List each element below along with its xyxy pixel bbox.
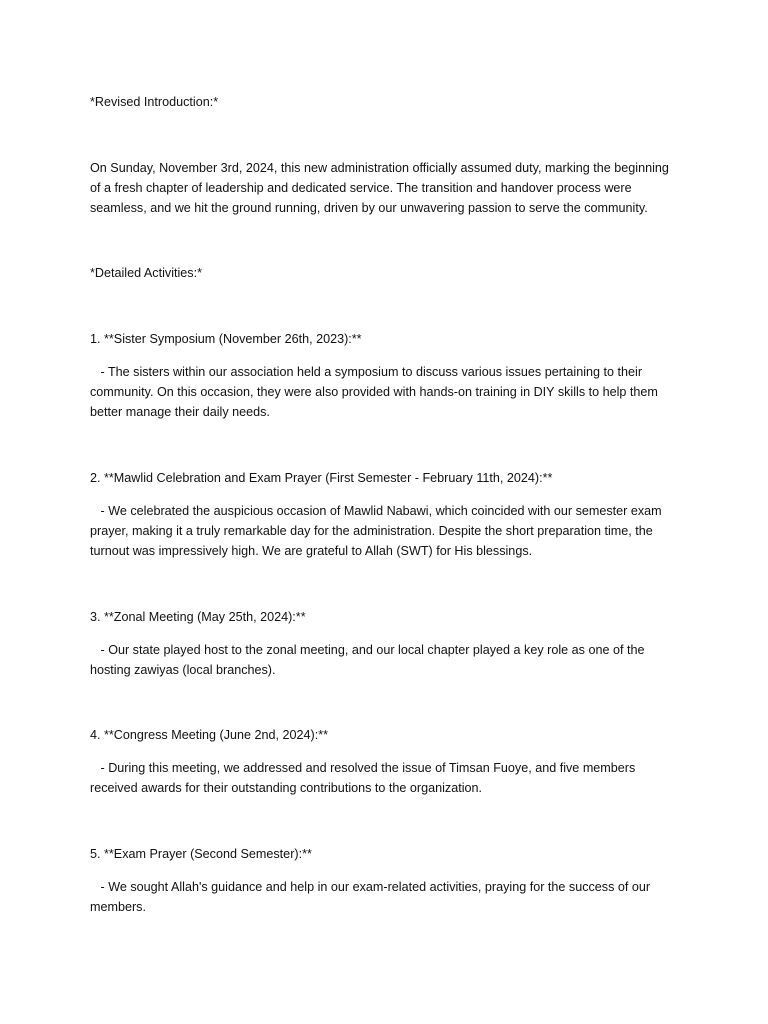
activity-body-2: - We celebrated the auspicious occasion of Mawlid Nabawi, which coincided with our semester exam prayer, making it a truly remarkable day for the administration. Despite the short preparation time, the turnout was impressively high. We are grateful to Allah (SWT) for His blessings. (90, 504, 666, 558)
activity-body-3: - Our state played host to the zonal meeting, and our local chapter played a key role as one of the hosting zawiyas (local branches). (90, 643, 648, 677)
activity-body-1: - The sisters within our association held a symposium to discuss various issues pertaining to their community. On this occasion, they were also provided with hands-on training in DIY skills to help them better manage their daily needs. (90, 365, 662, 419)
activity-title-5: 5. **Exam Prayer (Second Semester):** (90, 847, 312, 861)
activities-heading: *Detailed Activities:* (90, 266, 202, 280)
intro-paragraph: On Sunday, November 3rd, 2024, this new administration officially assumed duty, marking the beginning of a fresh chapter of leadership and dedicated service. The transition and handover process were seamless, and we hit the ground running, driven by our unwavering passion to serve the community. (90, 161, 669, 215)
activity-body-5: - We sought Allah's guidance and help in our exam-related activities, praying for the success of our members. (90, 880, 654, 914)
activity-body-4: - During this meeting, we addressed and resolved the issue of Timsan Fuoye, and five members received awards for their outstanding contributions to the organization. (90, 761, 639, 795)
activity-title-4: 4. **Congress Meeting (June 2nd, 2024):** (90, 728, 329, 742)
activity-title-3: 3. **Zonal Meeting (May 25th, 2024):** (90, 610, 306, 624)
intro-heading: *Revised Introduction:* (90, 95, 219, 109)
activity-title-2: 2. **Mawlid Celebration and Exam Prayer (First Semester - February 11th, 2024):** (90, 471, 553, 485)
activity-title-1: 1. **Sister Symposium (November 26th, 2023):** (90, 332, 362, 346)
